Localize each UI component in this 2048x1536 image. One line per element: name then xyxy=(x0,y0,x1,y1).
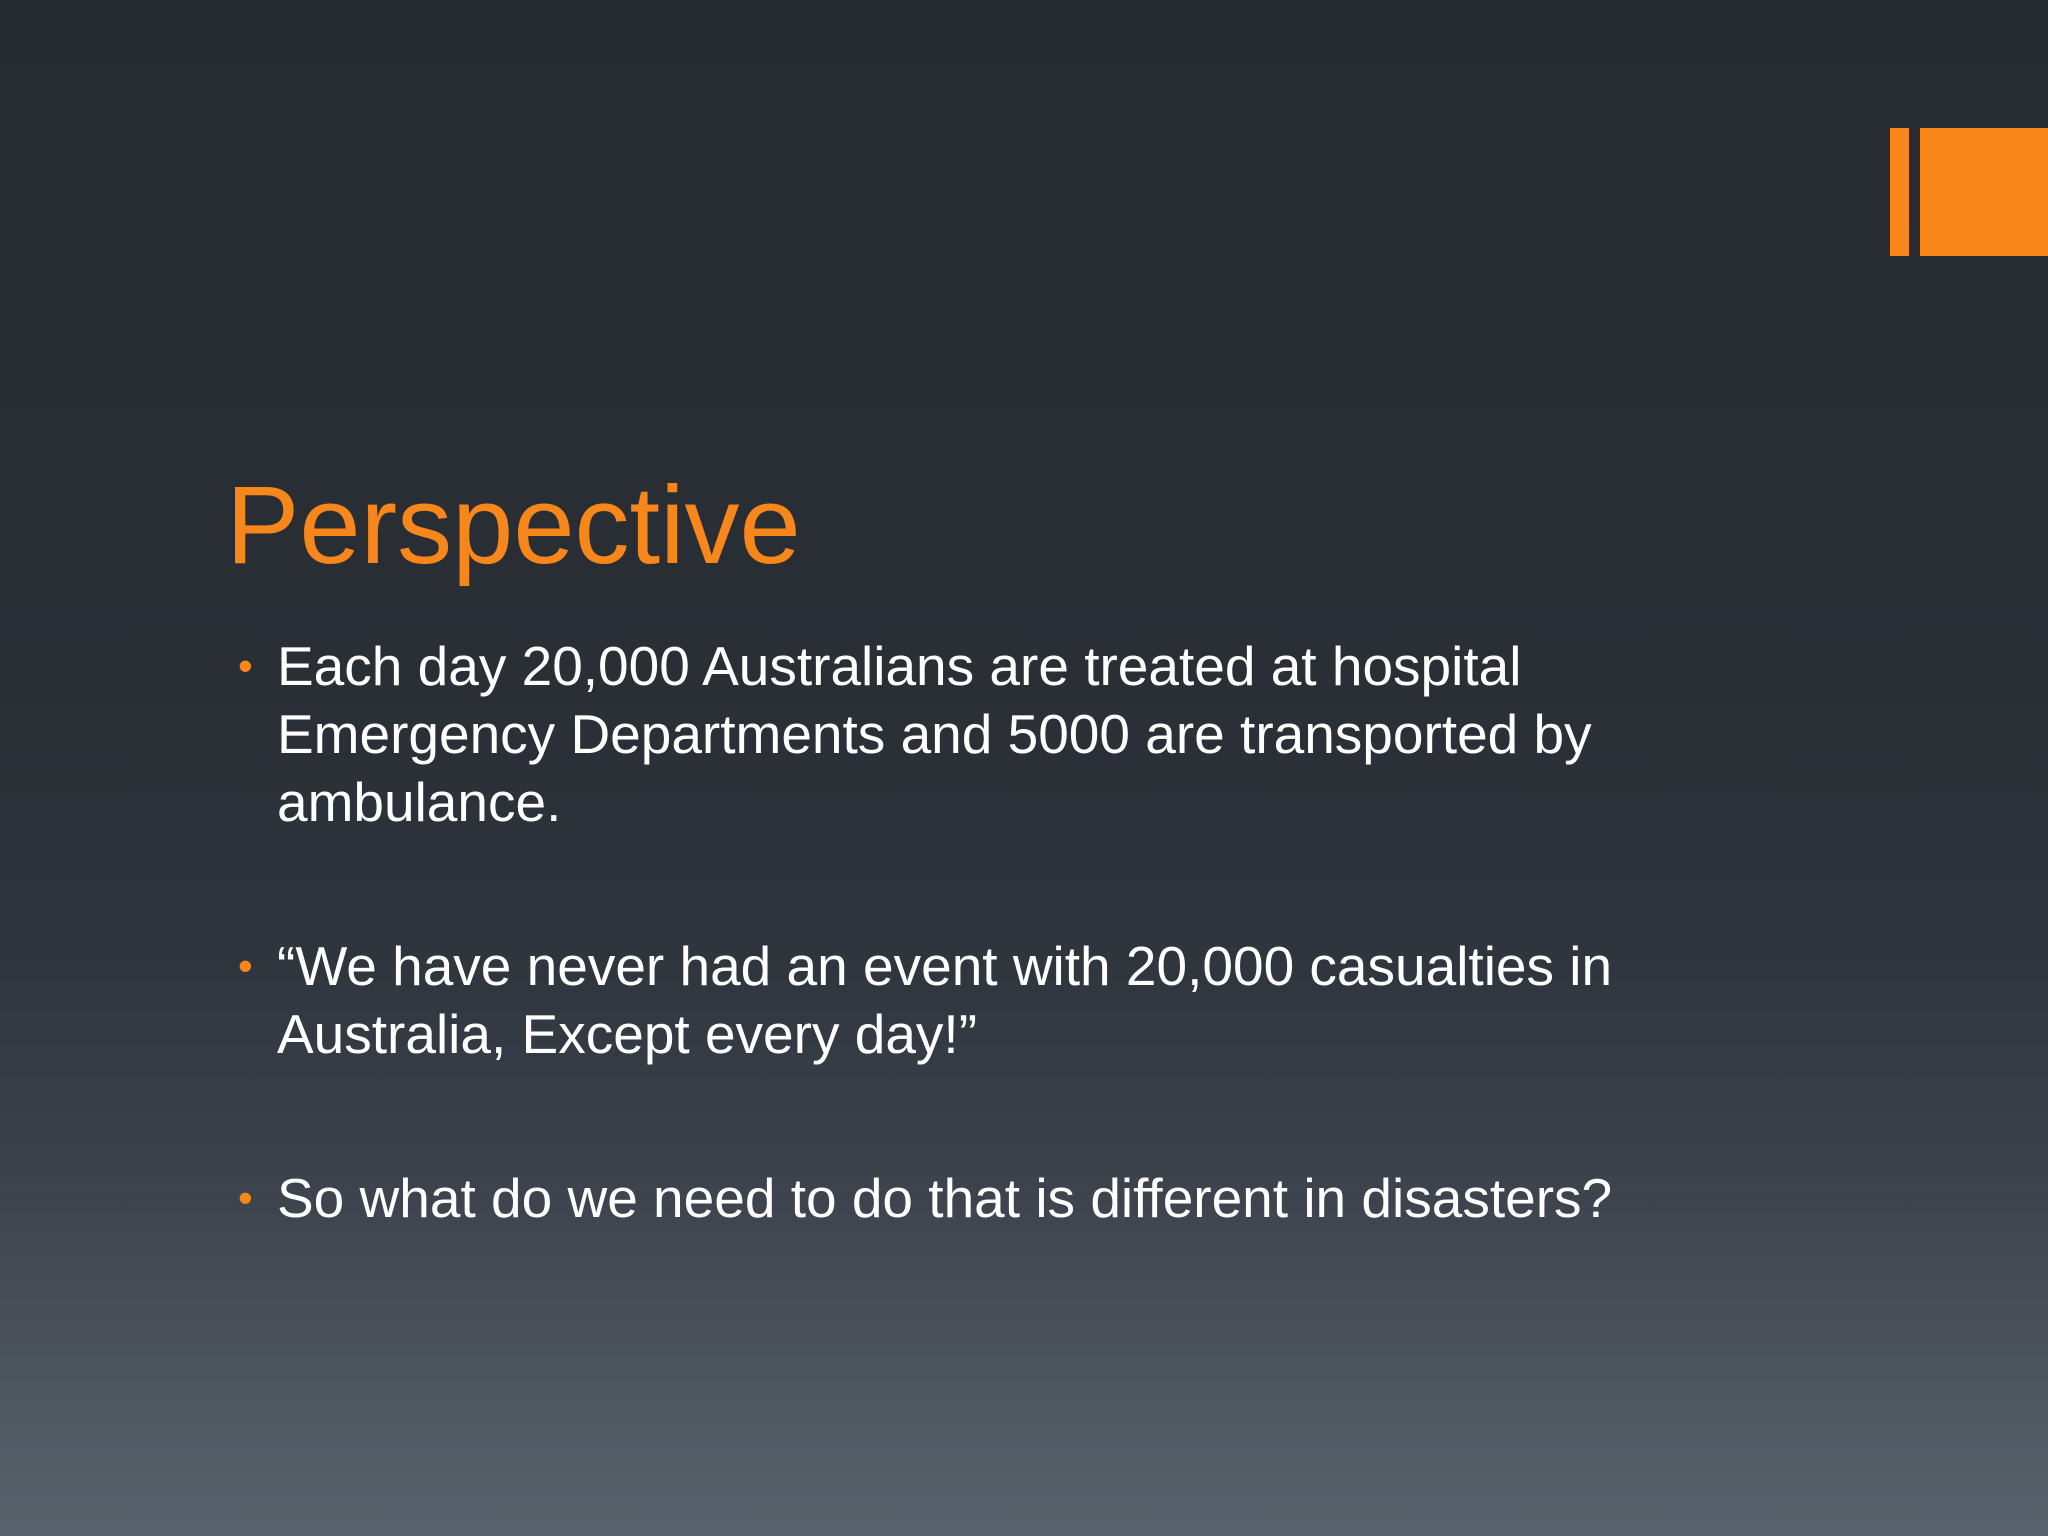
accent-block-decoration xyxy=(1920,128,2048,256)
bullet-marker-icon: • xyxy=(238,1174,253,1221)
bullet-text: Each day 20,000 Australians are treated at hospital Emergency Departments and 5000 are transported by ambulance. xyxy=(277,635,1592,833)
bullet-list xyxy=(230,632,1710,1232)
accent-bar-decoration xyxy=(1890,128,1909,256)
slide-title: Perspective xyxy=(226,464,801,587)
bullet-text: So what do we need to do that is different in disasters? xyxy=(277,1167,1613,1229)
bullet-item xyxy=(230,1164,1710,1232)
bullet-marker-icon: • xyxy=(238,942,253,989)
bullet-marker-icon: • xyxy=(238,642,253,689)
bullet-item xyxy=(230,932,1710,1068)
bullet-item xyxy=(230,632,1710,836)
bullet-text: “We have never had an event with 20,000 casualties in Australia, Except every day!” xyxy=(277,935,1613,1065)
